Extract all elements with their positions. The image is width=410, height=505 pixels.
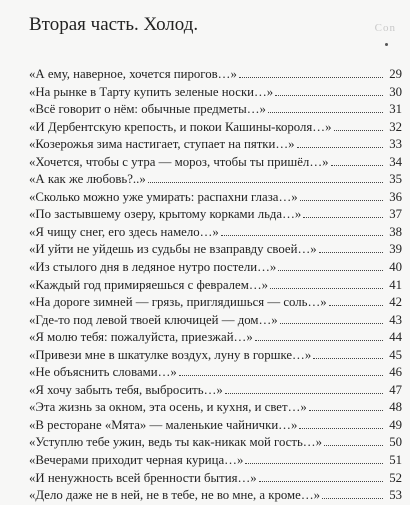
toc-entry-title: «А как же любовь?..»	[29, 172, 146, 187]
dot-leader	[322, 498, 383, 499]
toc-entry-page-number: 53	[389, 488, 402, 503]
toc-entry-title: «Дело даже не в ней, не в тебе, не во мне, а кроме…»	[29, 488, 321, 503]
toc-entry[interactable]	[29, 206, 402, 224]
toc-entry[interactable]	[29, 417, 402, 435]
toc-entry-title: «И Дербентскую крепость, и покои Кашины-короля…»	[29, 119, 332, 134]
dot-leader	[329, 305, 383, 306]
toc-entry-page-number: 42	[389, 295, 402, 310]
dot-leader	[309, 410, 383, 411]
toc-entry-page-number: 41	[389, 277, 402, 292]
toc-entry-page-number: 40	[389, 260, 402, 275]
toc-entry-page-number: 36	[389, 189, 402, 204]
toc-entry[interactable]	[29, 294, 402, 312]
dot-leader	[245, 463, 383, 464]
dot-leader	[297, 147, 383, 148]
toc-entry-page-number: 49	[389, 417, 402, 432]
toc-entry[interactable]	[29, 136, 402, 154]
toc-entry-title: «Каждый год примиряешься с февралем…»	[29, 277, 269, 292]
dot-leader	[148, 182, 383, 183]
dot-leader	[319, 252, 383, 253]
toc-entry-title: «Я хочу забыть тебя, выбросить…»	[29, 382, 223, 397]
toc-entry[interactable]	[29, 399, 402, 417]
dot-leader	[179, 375, 383, 376]
toc-entry-page-number: 30	[389, 84, 402, 99]
toc-entry[interactable]	[29, 66, 402, 84]
toc-entry-page-number: 33	[389, 137, 402, 152]
toc-entry[interactable]	[29, 452, 402, 470]
dot-leader	[239, 77, 383, 78]
toc-entry[interactable]	[29, 312, 402, 330]
toc-entry[interactable]	[29, 277, 402, 295]
toc-entry-page-number: 50	[389, 435, 402, 450]
toc-entry-title: «Я чищу снег, его здесь намело…»	[29, 224, 219, 239]
dot-leader	[313, 358, 383, 359]
decorative-dot	[385, 43, 388, 46]
toc-entry-title: «На дороге зимней — грязь, приглядишься — соль…»	[29, 295, 327, 310]
toc-entry-page-number: 39	[389, 242, 402, 257]
toc-entry-page-number: 31	[389, 102, 402, 117]
dot-leader	[255, 340, 383, 341]
dot-leader	[300, 200, 383, 201]
toc-entry-page-number: 52	[389, 470, 402, 485]
toc-entry-page-number: 47	[389, 382, 402, 397]
toc-entry-page-number: 48	[389, 400, 402, 415]
toc-entry-title: «Я молю тебя: пожалуйста, приезжай…»	[29, 330, 253, 345]
dot-leader	[299, 428, 383, 429]
toc-entry[interactable]	[29, 470, 402, 488]
dot-leader	[259, 481, 383, 482]
toc-entry[interactable]	[29, 434, 402, 452]
toc-entry-page-number: 35	[389, 172, 402, 187]
toc-entry-title: «И ненужность всей бренности бытия…»	[29, 470, 257, 485]
toc-entry-title: «Вечерами приходит черная курица…»	[29, 453, 244, 468]
toc-entry-page-number: 37	[389, 207, 402, 222]
toc-entry-page-number: 38	[389, 224, 402, 239]
dot-leader	[334, 130, 384, 131]
toc-entry-title: «Эта жизнь за окном, эта осень, и кухня, и свет…»	[29, 400, 307, 415]
toc-entry-page-number: 32	[389, 119, 402, 134]
toc-entry-page-number: 45	[389, 347, 402, 362]
toc-entry-title: «В ресторане «Мята» — маленькие чайнички…»	[29, 417, 298, 432]
toc-entry-title: «Всё говорит о нём: обычные предметы…»	[29, 102, 266, 117]
toc-entry[interactable]	[29, 119, 402, 137]
toc-entry-title: «Из стылого дня в ледяное нутро постели…»	[29, 260, 277, 275]
toc-entry-title: «Не объяснить словами…»	[29, 365, 177, 380]
toc-entry[interactable]	[29, 487, 402, 505]
dot-leader	[331, 165, 383, 166]
toc-entry[interactable]	[29, 241, 402, 259]
toc-entry-title: «По застывшему озеру, крытому корками льда…»	[29, 207, 302, 222]
toc-entry-title: «Сколько можно уже умирать: распахни глаза…»	[29, 189, 298, 204]
toc-entry-title: «Привези мне в шкатулке воздух, луну в горшке…»	[29, 347, 312, 362]
dot-leader	[303, 217, 383, 218]
toc-entry-page-number: 34	[389, 154, 402, 169]
dot-leader	[268, 112, 383, 113]
dot-leader	[221, 235, 383, 236]
toc-entry[interactable]	[29, 347, 402, 365]
toc-entry-page-number: 43	[389, 312, 402, 327]
toc-entry-title: «Козерожья зима настигает, ступает на пятки…»	[29, 137, 295, 152]
dot-leader	[275, 95, 383, 96]
toc-entry-page-number: 29	[389, 67, 402, 81]
toc-entry[interactable]	[29, 224, 402, 242]
toc-entry-title: «А ему, наверное, хочется пирогов…»	[29, 67, 237, 81]
toc-entry[interactable]	[29, 171, 402, 189]
toc-entry-page-number: 46	[389, 365, 402, 380]
dot-leader	[225, 393, 383, 394]
toc-entry-title: «И уйти не уйдешь из судьбы не взаправду своей…»	[29, 242, 317, 257]
toc-entry-title: «Хочется, чтобы с утра — мороз, чтобы ты пришёл…»	[29, 154, 329, 169]
toc-entry[interactable]	[29, 84, 402, 102]
table-of-contents	[29, 66, 402, 505]
dot-leader	[270, 288, 383, 289]
corner-mark: Con	[374, 22, 396, 34]
toc-entry[interactable]	[29, 154, 402, 172]
section-title: Вторая часть. Холод.	[29, 14, 199, 35]
toc-entry[interactable]	[29, 259, 402, 277]
toc-entry-page-number: 44	[389, 330, 402, 345]
toc-entry[interactable]	[29, 189, 402, 207]
dot-leader	[280, 323, 383, 324]
toc-entry-title: «Где-то под левой твоей ключицей — дом…»	[29, 312, 278, 327]
toc-entry[interactable]	[29, 382, 402, 400]
dot-leader	[278, 270, 383, 271]
toc-entry[interactable]	[29, 101, 402, 119]
toc-entry-title: «Уступлю тебе ужин, ведь ты как-никак мой гость…»	[29, 435, 322, 450]
toc-entry-page-number: 51	[389, 453, 402, 468]
toc-entry[interactable]	[29, 329, 402, 347]
toc-entry-title: «На рынке в Тарту купить зеленые носки…»	[29, 84, 274, 99]
dot-leader	[324, 445, 383, 446]
toc-entry[interactable]	[29, 364, 402, 382]
